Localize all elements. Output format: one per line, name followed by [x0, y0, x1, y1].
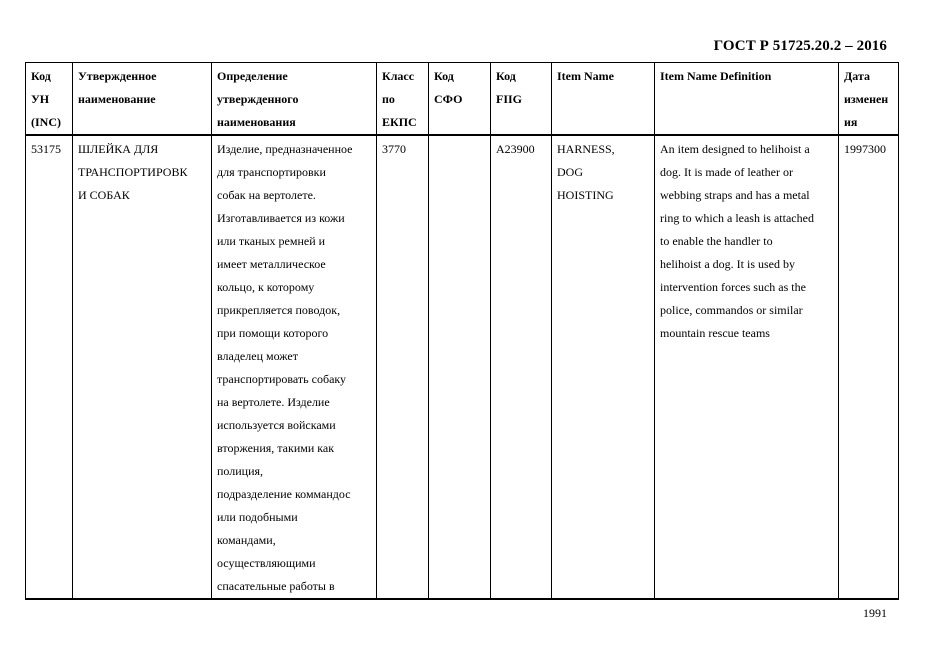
- cell-fiig-code: A23900: [491, 135, 552, 599]
- column-header-change-date: Дата изменен ия: [839, 63, 899, 136]
- cell-change-date: 1997300: [839, 135, 899, 599]
- nomenclature-table: [25, 62, 899, 600]
- cell-sfo-code: [429, 135, 491, 599]
- column-header-definition: Определение утвержденного наименования: [212, 63, 377, 136]
- column-header-item-name-definition: Item Name Definition: [655, 63, 839, 136]
- cell-definition: Изделие, предназначенное для транспортировки собак на вертолете. Изготавливается из кожи или тканых ремней и имеет металлическое кольцо, к которому прикрепляется поводок, при помощи которого владелец может транспортировать собаку на вертолете. Изделие используется войсками вторжения, такими как полиция, подразделение коммандос или подобными командами, осуществляющими спасательные работы в: [212, 135, 377, 599]
- column-header-sfo-code: Код СФО: [429, 63, 491, 136]
- cell-approved-name: ШЛЕЙКА ДЛЯ ТРАНСПОРТИРОВК И СОБАК: [73, 135, 212, 599]
- column-header-item-name: Item Name: [552, 63, 655, 136]
- column-header-approved-name: Утвержденное наименование: [73, 63, 212, 136]
- table-row: [26, 135, 899, 599]
- table-header-row: [26, 63, 899, 136]
- cell-item-name-definition: An item designed to helihoist a dog. It is made of leather or webbing straps and has a metal ring to which a leash is attached to enable the handler to helihoist a dog. It is used by intervention forces such as the police, commandos or similar mountain rescue teams: [655, 135, 839, 599]
- cell-inc: 53175: [26, 135, 73, 599]
- column-header-inc: Код УН (INC): [26, 63, 73, 136]
- page-number: 1991: [863, 606, 887, 620]
- cell-ekps-class: 3770: [377, 135, 429, 599]
- document-title: ГОСТ Р 51725.20.2 – 2016: [713, 38, 887, 54]
- column-header-ekps-class: Класс по ЕКПС: [377, 63, 429, 136]
- cell-item-name: HARNESS, DOG HOISTING: [552, 135, 655, 599]
- column-header-fiig-code: Код FIIG: [491, 63, 552, 136]
